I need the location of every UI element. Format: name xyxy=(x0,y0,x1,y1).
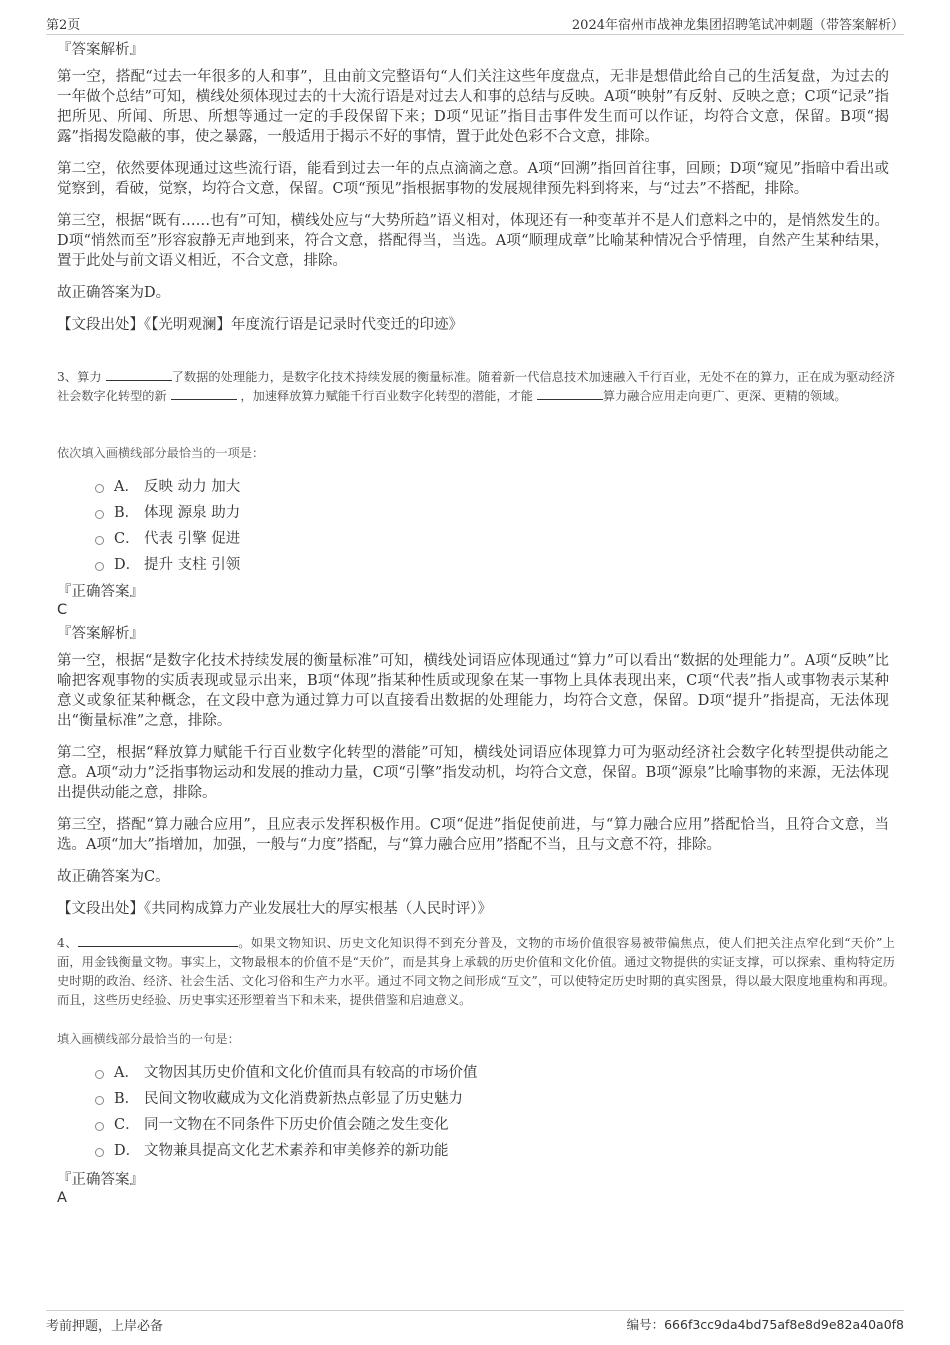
blank-1 xyxy=(78,934,238,947)
radio-icon[interactable] xyxy=(95,510,104,519)
question-3-stem: 3、算力 了数据的处理能力，是数字化技术持续发展的衡量标准。随着新一代信息技术加速融入千行百业，无处不在的算力，正在成为驱动经济社会数字化转型的新 ，加速释放算力赋能千行百业数字化转型的潜能，才能 算力融合应用走向更广、更深、更精的领域。 xyxy=(57,370,895,403)
analysis-tag: 『答案解析』 xyxy=(57,626,144,642)
document-id: 编号：666f3cc9da4bd75af8e8d9e82a40a0f8 xyxy=(626,1317,904,1332)
q2-analysis xyxy=(57,40,889,347)
blank-3 xyxy=(537,387,603,400)
q3-options xyxy=(95,474,240,578)
option-c[interactable]: C． 代表 引擎 促进 xyxy=(95,526,240,552)
page-header xyxy=(46,12,904,35)
question-prompt: 填入画横线部分最恰当的一句是： xyxy=(57,1032,240,1046)
source-citation: 【文段出处】《共同构成算力产业发展壮大的厚实根基（人民时评）》 xyxy=(57,901,492,917)
option-d[interactable]: D． 文物兼具提高文化艺术素养和审美修养的新功能 xyxy=(95,1138,478,1164)
conclusion: 故正确答案为C。 xyxy=(57,869,170,885)
radio-icon[interactable] xyxy=(95,484,104,493)
option-c[interactable]: C． 同一文物在不同条件下历史价值会随之发生变化 xyxy=(95,1112,478,1138)
analysis-paragraph: 第三空，搭配“算力融合应用”，且应表示发挥积极作用。C项“促进”指促使前进，与“算力融合应用”搭配恰当，且符合文意，当选。A项“加大”指增加，加强，一般与“力度”搭配，与“算力融合应用”搭配不当，且与文意不符，排除。 xyxy=(57,817,889,853)
analysis-paragraph: 第二空，根据“释放算力赋能千行百业数字化转型的潜能”可知，横线处词语应体现算力可为驱动经济社会数字化转型提供动能之意。A项“动力”泛指事物运动和发展的推动力量，C项“引擎”指发动机，均符合文意，保留。B项“源泉”比喻事物的来源，无法体现出提供动能之意，排除。 xyxy=(57,745,889,801)
radio-icon[interactable] xyxy=(95,1096,104,1105)
footer-slogan: 考前押题，上岸必备 xyxy=(46,1319,164,1334)
analysis-paragraph: 第一空，搭配“过去一年很多的人和事”，且由前文完整语句“人们关注这些年度盘点，无非是想借此给自己的生活复盘，为过去的一年做个总结”可知，横线处须体现过去的十大流行语是对过去人和事的总结与反映。A项“映射”有反射、反映之意；C项“记录”指把所见、所闻、所思、所想等通过一定的手段保留下来；D项“见证”指目击事件发生而可以作证，均符合文意，保留。B项“揭露”指揭发隐蔽的事，使之暴露，一般适用于揭示不好的事情，置于此处色彩不合文意，排除。 xyxy=(57,69,889,145)
blank-1 xyxy=(106,368,172,381)
analysis-paragraph: 第三空，根据“既有……也有”可知，横线处应与“大势所趋”语义相对，体现还有一种变革并不是人们意料之中的，是悄然发生的。D项“悄然而至”形容寂静无声地到来，符合文意，搭配得当，当选。A项“顺理成章”比喻某种情况合乎情理，自然产生某种结果，置于此处与前文语义相近，不合文意，排除。 xyxy=(57,213,889,269)
blank-2 xyxy=(171,387,237,400)
radio-icon[interactable] xyxy=(95,562,104,571)
document-title: 2024年宿州市战神龙集团招聘笔试冲刺题（带答案解析） xyxy=(571,18,904,33)
option-a[interactable]: A． 反映 动力 加大 xyxy=(95,474,240,500)
radio-icon[interactable] xyxy=(95,1122,104,1131)
source-citation: 【文段出处】《【光明观澜】年度流行语是记录时代变迁的印迹》 xyxy=(57,317,463,333)
question-4-stem: 4、 。如果文物知识、历史文化知识得不到充分普及，文物的市场价值很容易被带偏焦点，使人们把关注点窄化到“天价”上面，用金钱衡量文物。事实上，文物最根本的价值不是“天价”，而是其身上承载的历史价值和文化价值。通过文物提供的实证支撑，可以探索、重构特定历史时期的政治、经济、社会生活、文化习俗和生产力水平。通过不同文物之间形成“互文”，可以使特定历史时期的真实图景，得以最大限度地重构和再现。而且，这些历史经验、历史事实还形塑着当下和未来，提供借鉴和启迪意义。 xyxy=(57,936,895,1007)
analysis-tag: 『答案解析』 xyxy=(57,42,144,58)
radio-icon[interactable] xyxy=(95,1070,104,1079)
page-footer xyxy=(46,1310,904,1333)
question-prompt: 依次填入画横线部分最恰当的一项是： xyxy=(57,446,265,460)
option-d[interactable]: D． 提升 支柱 引领 xyxy=(95,552,240,578)
conclusion: 故正确答案为D。 xyxy=(57,285,171,301)
analysis-paragraph: 第二空，依然要体现通过这些流行语，能看到过去一年的点点滴滴之意。A项“回溯”指回首往事，回顾；D项“窥见”指暗中看出或觉察到，看破，觉察，均符合文意，保留。C项“预见”指根据事物的发展规律预先料到将来，与“过去”不搭配，排除。 xyxy=(57,161,889,197)
correct-answer-tag: 『正确答案』 xyxy=(57,584,144,600)
analysis-paragraph: 第一空，根据“是数字化技术持续发展的衡量标准”可知，横线处词语应体现通过“算力”可以看出“数据的处理能力”。A项“反映”比喻把客观事物的实质表现或显示出来，B项“体现”指某种性质或现象在某一事物上具体表现出来，C项“代表”指人或事物表示某种意义或象征某种概念，在文段中意为通过算力可以直接看出数据的处理能力，均符合文意，保留。D项“提升”指提高，无法体现出“衡量标准”之意，排除。 xyxy=(57,653,889,729)
page-number: 第2页 xyxy=(46,18,81,33)
option-a[interactable]: A． 文物因其历史价值和文化价值而具有较高的市场价值 xyxy=(95,1060,478,1086)
correct-answer: A xyxy=(57,1190,67,1206)
q4-options xyxy=(95,1060,478,1164)
option-b[interactable]: B． 民间文物收藏成为文化消费新热点彰显了历史魅力 xyxy=(95,1086,478,1112)
q3-analysis xyxy=(57,624,889,931)
option-b[interactable]: B． 体现 源泉 助力 xyxy=(95,500,240,526)
radio-icon[interactable] xyxy=(95,536,104,545)
correct-answer: C xyxy=(57,602,68,618)
radio-icon[interactable] xyxy=(95,1148,104,1157)
correct-answer-tag: 『正确答案』 xyxy=(57,1172,144,1188)
